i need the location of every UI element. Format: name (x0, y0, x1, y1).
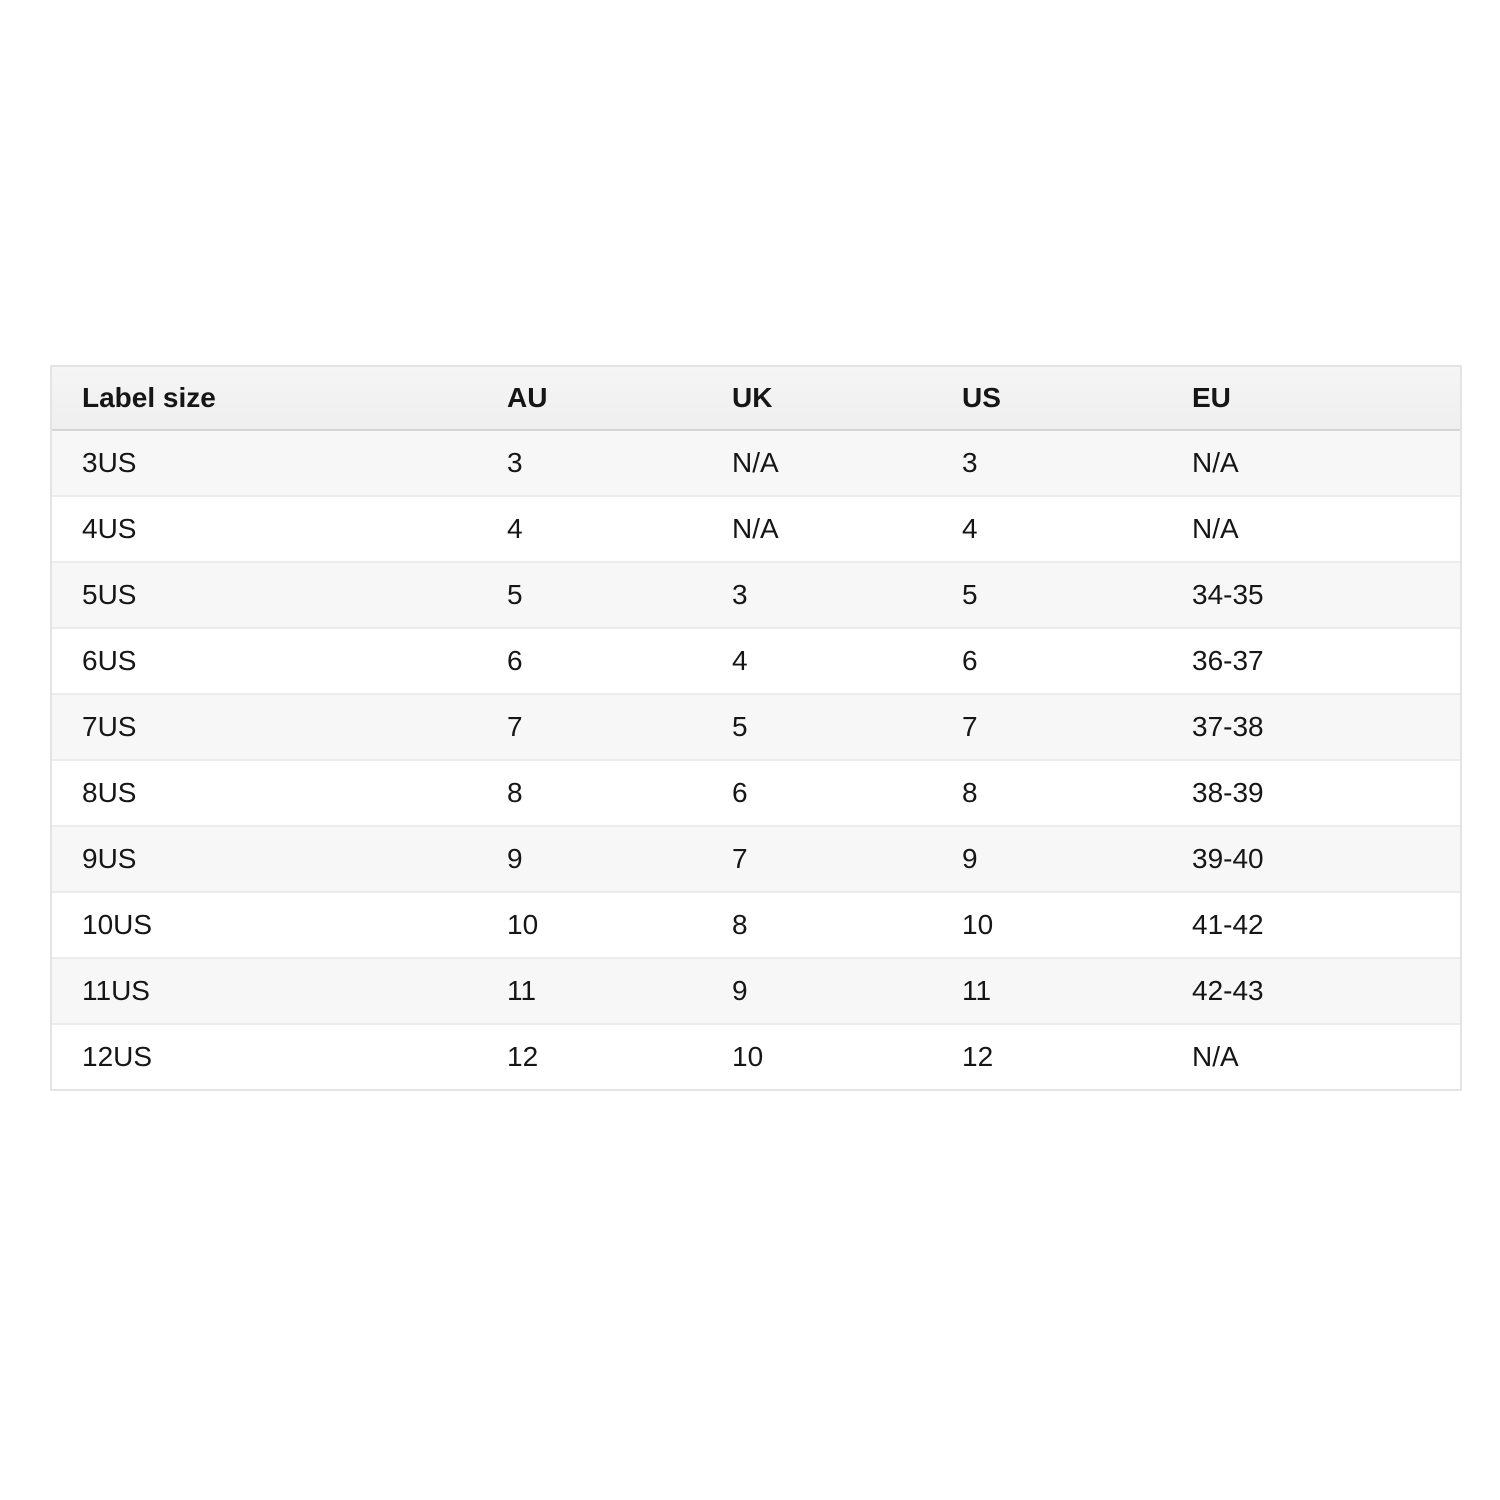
column-header-us: US (932, 367, 1162, 431)
cell-au: 7 (477, 695, 702, 761)
cell-au: 6 (477, 629, 702, 695)
cell-uk: 4 (702, 629, 932, 695)
table-row (52, 695, 1460, 761)
cell-uk: N/A (702, 431, 932, 497)
cell-eu: 38-39 (1162, 761, 1460, 827)
table-row (52, 1025, 1460, 1089)
cell-uk: 10 (702, 1025, 932, 1089)
cell-uk: 9 (702, 959, 932, 1025)
table-row (52, 959, 1460, 1025)
cell-label-size: 9US (52, 827, 477, 893)
cell-uk: 8 (702, 893, 932, 959)
cell-us: 7 (932, 695, 1162, 761)
cell-au: 9 (477, 827, 702, 893)
header-row (52, 367, 1460, 431)
table-row (52, 629, 1460, 695)
cell-uk: N/A (702, 497, 932, 563)
column-header-label-size: Label size (52, 367, 477, 431)
cell-label-size: 8US (52, 761, 477, 827)
column-header-uk: UK (702, 367, 932, 431)
cell-eu: 37-38 (1162, 695, 1460, 761)
cell-eu: 41-42 (1162, 893, 1460, 959)
table-row (52, 827, 1460, 893)
cell-label-size: 7US (52, 695, 477, 761)
cell-uk: 5 (702, 695, 932, 761)
cell-au: 12 (477, 1025, 702, 1089)
cell-uk: 7 (702, 827, 932, 893)
table-row (52, 563, 1460, 629)
cell-au: 4 (477, 497, 702, 563)
table-row (52, 893, 1460, 959)
cell-eu: 39-40 (1162, 827, 1460, 893)
cell-label-size: 10US (52, 893, 477, 959)
cell-us: 9 (932, 827, 1162, 893)
cell-eu: 36-37 (1162, 629, 1460, 695)
cell-uk: 3 (702, 563, 932, 629)
cell-au: 11 (477, 959, 702, 1025)
cell-label-size: 4US (52, 497, 477, 563)
cell-label-size: 6US (52, 629, 477, 695)
cell-us: 5 (932, 563, 1162, 629)
cell-us: 11 (932, 959, 1162, 1025)
cell-label-size: 11US (52, 959, 477, 1025)
cell-us: 8 (932, 761, 1162, 827)
cell-label-size: 12US (52, 1025, 477, 1089)
column-header-eu: EU (1162, 367, 1460, 431)
table-header (52, 367, 1460, 431)
cell-uk: 6 (702, 761, 932, 827)
table-body (52, 431, 1460, 1089)
cell-us: 4 (932, 497, 1162, 563)
table-row (52, 431, 1460, 497)
cell-au: 3 (477, 431, 702, 497)
cell-au: 8 (477, 761, 702, 827)
column-header-au: AU (477, 367, 702, 431)
size-conversion-table (50, 365, 1462, 1091)
cell-au: 10 (477, 893, 702, 959)
size-chart-container (50, 365, 1460, 1091)
table-row (52, 497, 1460, 563)
cell-label-size: 5US (52, 563, 477, 629)
cell-eu: N/A (1162, 1025, 1460, 1089)
cell-us: 6 (932, 629, 1162, 695)
cell-eu: N/A (1162, 431, 1460, 497)
cell-eu: 42-43 (1162, 959, 1460, 1025)
cell-us: 12 (932, 1025, 1162, 1089)
cell-us: 10 (932, 893, 1162, 959)
cell-eu: N/A (1162, 497, 1460, 563)
cell-eu: 34-35 (1162, 563, 1460, 629)
cell-us: 3 (932, 431, 1162, 497)
table-row (52, 761, 1460, 827)
cell-au: 5 (477, 563, 702, 629)
cell-label-size: 3US (52, 431, 477, 497)
